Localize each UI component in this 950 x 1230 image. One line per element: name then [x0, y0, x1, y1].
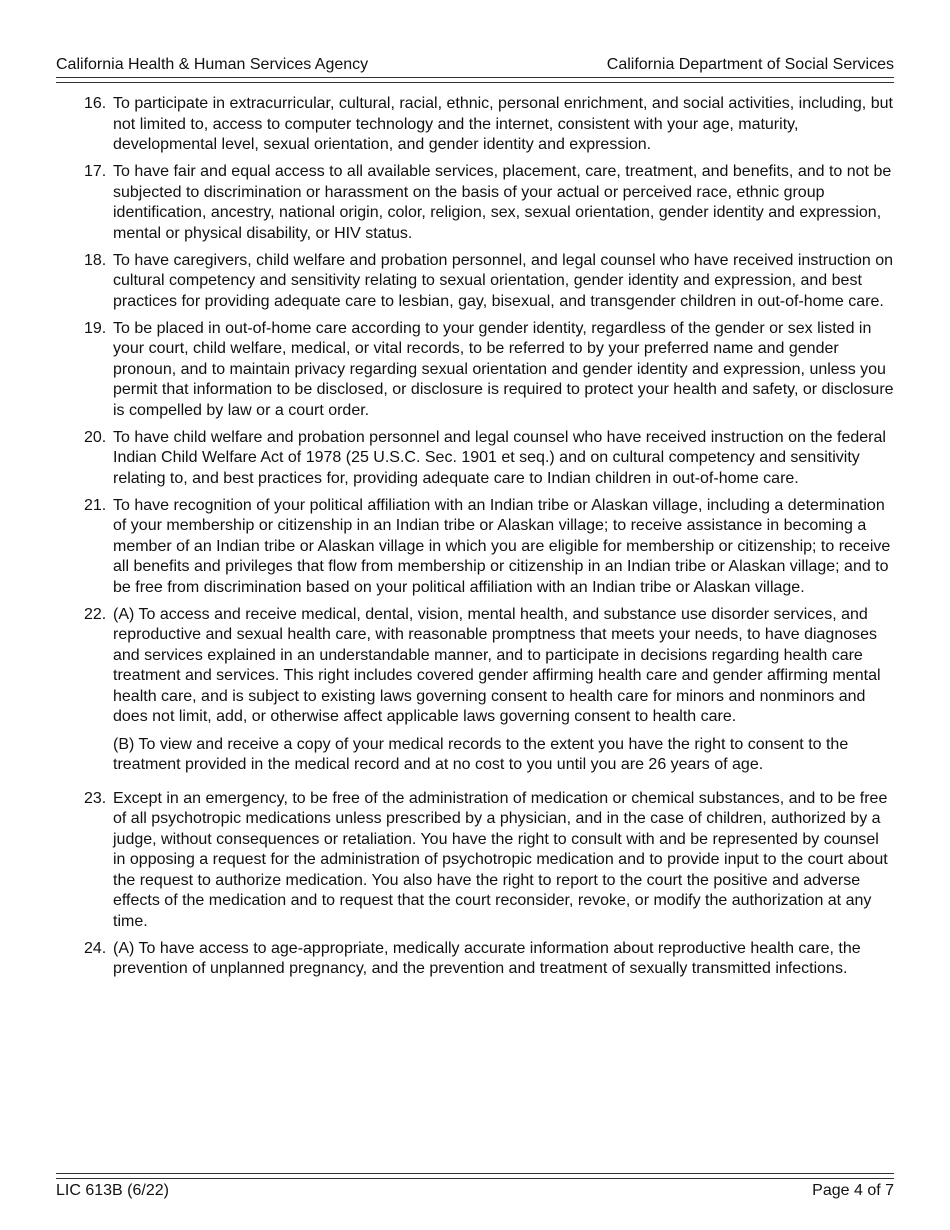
item-text: To have recognition of your political affiliation with an Indian tribe or Alaskan village, including a determination of your membership or citizenship in an Indian tribe or Alaskan village; to receive assistance in becoming a member of an Indian tribe or Alaskan village in which you are eligible for membership or citizenship; to receive all benefits and privileges that flow from membership or citizenship in an Indian tribe or Alaskan village; and to be free from discrimination based on your political affiliation with an Indian tribe or Alaskan village.	[113, 496, 891, 596]
footer-divider	[56, 1173, 894, 1179]
header-department: California Department of Social Services	[606, 56, 894, 73]
item-text-a: (A) To access and receive medical, dental, vision, mental health, and substance use disorder services, and reproductive and sexual health care, with reasonable promptness that meets your needs, to have diagnoses and services explained in an understandable manner, and to participate in decisions regarding health care treatment and services. This right includes covered gender affirming health care and gender affirming mental health care, and is subject to existing laws governing consent to health care for minors and nonminors and does not limit, add, or otherwise affect applicable laws governing consent to health care.	[113, 605, 881, 725]
right-item-18	[84, 251, 894, 313]
item-number: 18.	[84, 251, 107, 269]
right-item-22	[84, 605, 894, 776]
right-item-16	[84, 94, 894, 156]
right-item-23	[84, 789, 894, 933]
item-text: To have child welfare and probation personnel and legal counsel who have received instruction on the federal Indian Child Welfare Act of 1978 (25 U.S.C. Sec. 1901 et seq.) and on cultural competency and sensitivity relating to, and best practices for, providing adequate care to Indian children in out-of-home care.	[113, 428, 886, 487]
item-text: To have fair and equal access to all available services, placement, care, treatment, and benefits, and to not be subjected to discrimination or harassment on the basis of your actual or perceived race, ethnic group identification, ancestry, national origin, color, religion, sex, sexual orientation, gender identity and expression, mental or physical disability, or HIV status.	[113, 163, 892, 242]
item-number: 21.	[84, 496, 107, 514]
item-number: 23.	[84, 789, 107, 807]
page-footer	[56, 1180, 894, 1202]
right-item-19	[84, 319, 894, 422]
item-text-b: (B) To view and receive a copy of your medical records to the extent you have the right to consent to the treatment provided in the medical record and at no cost to you until you are 26 years of age.	[113, 735, 849, 773]
item-number: 20.	[84, 428, 107, 446]
form-number: LIC 613B (6/22)	[56, 1182, 169, 1199]
item-text: To have caregivers, child welfare and probation personnel, and legal counsel who have received instruction on cultural competency and sensitivity relating to sexual orientation, gender identity and expression, and best practices for providing adequate care to lesbian, gay, bisexual, and transgender children in out-of-home care.	[113, 251, 894, 310]
rights-list	[84, 94, 894, 986]
page-header	[56, 52, 894, 74]
right-item-21	[84, 496, 894, 599]
item-number: 19.	[84, 319, 107, 337]
page-number: Page 4 of 7	[812, 1182, 894, 1199]
item-number: 22.	[84, 605, 107, 623]
item-number: 17.	[84, 163, 107, 180]
right-item-24	[84, 939, 894, 980]
item-number: 24.	[84, 939, 107, 957]
item-text: (A) To have access to age-appropriate, medically accurate information about reproductive health care, the prevention of unplanned pregnancy, and the prevention and treatment of sexually transmitted infections.	[113, 939, 861, 977]
item-text: Except in an emergency, to be free of the administration of medication or chemical substances, and to be free of all psychotropic medications unless prescribed by a physician, and in the case of children, authorized by a judge, without consequences or retaliation. You have the right to consult with and be represented by counsel in opposing a request for the administration of psychotropic medication and to provide input to the court about the request to authorize medication. You also have the right to report to the court the positive and adverse effects of the medication and to request that the court reconsider, revoke, or modify the authorization at any time.	[113, 789, 888, 930]
right-item-20	[84, 428, 894, 490]
item-text: To participate in extracurricular, cultural, racial, ethnic, personal enrichment, and social activities, including, but not limited to, access to computer technology and the internet, consistent with your age, maturity, developmental level, sexual orientation, and gender identity and expression.	[113, 95, 893, 153]
header-divider	[56, 77, 894, 83]
item-number: 16.	[84, 95, 107, 112]
right-item-17	[84, 162, 894, 244]
item-text: To be placed in out-of-home care according to your gender identity, regardless of the gender or sex listed in your court, child welfare, medical, or vital records, to be referred to by your preferred name and gender pronoun, and to maintain privacy regarding sexual orientation and gender identity and expression, unless you permit that information to be disclosed, or disclosure is required to protect your health and safety, or disclosure is compelled by law or a court order.	[113, 319, 894, 419]
header-agency: California Health & Human Services Agency	[56, 56, 369, 73]
